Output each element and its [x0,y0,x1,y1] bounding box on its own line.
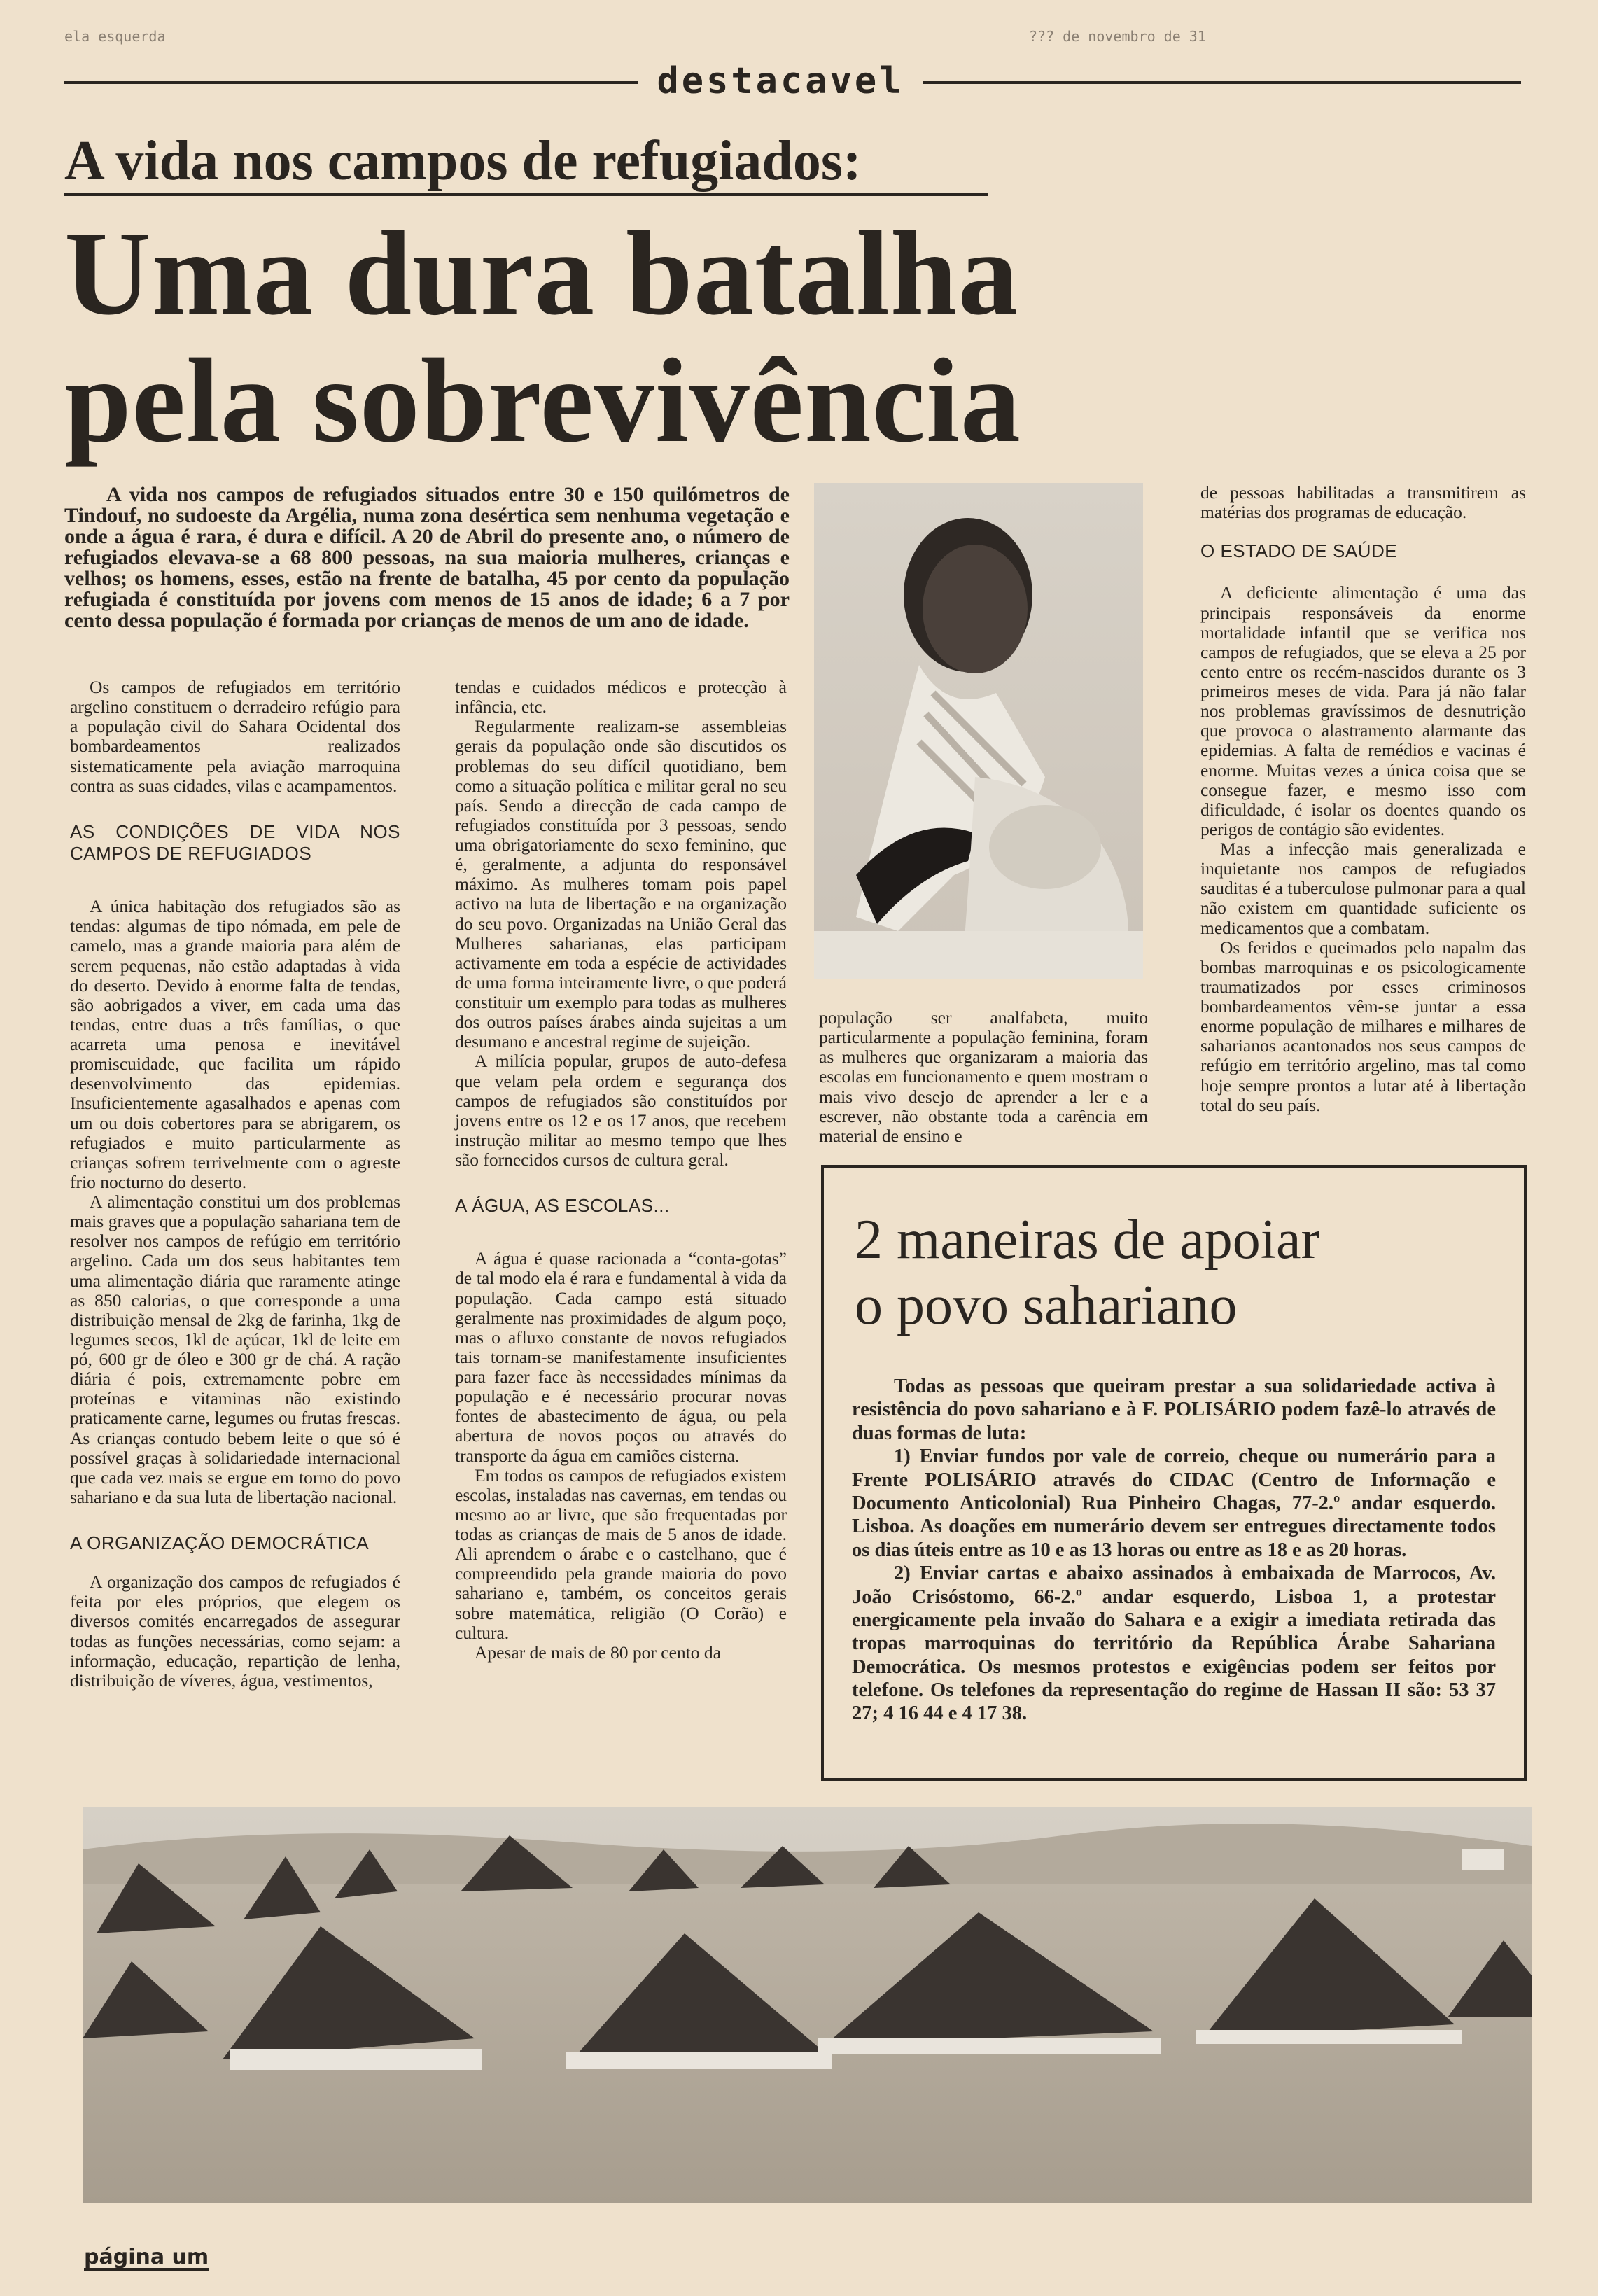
top-right-date: ??? de novembro de 31 [1029,28,1206,45]
lead-text: A vida nos campos de refugiados situados entre 30 e 150 quilómetros de Tindouf, no sudoeste da Argélia, numa zona desértica sem nenhuma vegetação e onde a água é rara, é dura e difícil. A 20 de Abril do presente ano, o número de refugiados elevava-se a 68 800 pessoas, na sua maioria mulheres, crianças e velhos; os homens, esses, estão na frente de batalha, 45 por cento da população refugiada é constituída por jovens com menos de 15 anos de idade; 6 a 7 por cento dessa população é formada por crianças de menos de um ano de idade. [64,483,790,632]
article-lead [64,484,790,631]
headline-line-2: pela sobrevivência [64,335,1021,468]
col3-paragraph-1: população ser analfabeta, muito particularmente a população feminina, foram as mulheres que organizaram a maioria das escolas em funcionamento e quem mostram o mais vivo desejo de aprender a ler e a escrever, não obstante toda a carência em material de ensino e [819,1007,1148,1146]
column-4 [1200,483,1526,1115]
col1-paragraph-4: A organização dos campos de refugiados é feita por eles próprios, que elegem os diversos comités encarregados de assegurar todas as funções necessárias, como sejam: a informação, educação, repartição de lenha, distribuição de víveres, água, vestimentos, [70,1572,400,1690]
col2-paragraph-5: Em todos os campos de refugiados existem escolas, instaladas nas cavernas, em tendas ou mesmo ao ar livre, que são frequentadas por todas as crianças de mais de 5 anos de idade. Ali aprendem o árabe e o castelhano, que é compreendido pela grande maioria do povo sahariano e, também, os conceitos gerais sobre matemática, religião (O Corão) e cultura. [455,1464,787,1643]
col1-paragraph-1: Os campos de refugiados em território argelino constituem o derradeiro refúgio para a população civil do Sahara Ocidental dos bombardeamentos realizados sistematicamente pela aviação marroquina contra as suas cidades, vilas e acampamentos. [70,677,400,796]
col2-heading-water: A ÁGUA, AS ESCOLAS... [455,1195,670,1217]
column-1 [70,678,400,1690]
article-kicker: A vida nos campos de refugiados: [64,133,988,196]
page-number: página um [84,2245,209,2269]
col4-paragraph-1: de pessoas habilitadas a transmitirem as matérias dos programas de educação. [1200,482,1526,523]
col1-paragraph-3: A alimentação constitui um dos problemas mais graves que a população sahariana tem de resolver nos campos de refúgio em território argelino. Cada um dos seus habitantes tem uma alimentação diária que raramente atinge as 850 calorias, o que corresponde a uma distribuição mensal de 2kg de farinha, 1kg de legumes secos, 1kl de açúcar, 1kl de leite em pó, 600 gr de óleo e 300 gr de chá. A ração diária é pois, extremamente pobre em proteínas e vitaminas não existindo praticamente carne, legumes ou frutas frescas. As crianças contudo bebem leite o que só é possível graças à solidariedade internacional que cada vez mais se ergue em torno do povo sahariano e da sua luta de libertação nacional. [70,1191,400,1507]
box-paragraph-1: Todas as pessoas que queiram prestar a sua solidariedade activa à resistência do povo sahariano e à F. POLISÁRIO podem fazê-lo através de duas formas de luta: [852,1376,1496,1444]
headline-line-1: Uma dura batalha [64,207,1019,340]
section-label: destacavel [657,60,904,102]
col1-paragraph-2: A única habitação dos refugiados são as tendas: algumas de tipo nómada, em pele de camelo, mas a grande maioria para além de serem pequenas, não estão adaptadas à vida do deserto. Devido à enorme falta de tendas, são aobrigados a viver, em cada uma das tendas, entre duas a três famílias, o que acarreta uma penosa e inevitável promiscuidade, que facilita um rápido desenvolvimento das epidemias. Insuficientemente agasalhados e apenas com um ou dois cobertores para se abrigarem, os refugiados e muito particularmente as crianças sofrem terrivelmente com o agreste frio nocturno do deserto. [70,896,400,1192]
top-left-text: ela esquerda [64,28,166,45]
col2-paragraph-3: A milícia popular, grupos de auto-defesa que velam pela ordem e segurança dos campos de refugiados são constituídos por jovens entre os 12 e os 17 anos, que recebem instrução militar ao mesmo tempo que lhes são fornecidos cursos de cultura geral. [455,1051,787,1170]
child-photo-illustration [814,483,1143,979]
col1-heading-organization: A ORGANIZAÇÃO DEMOCRÁTICA [70,1532,370,1553]
col4-heading-health: O ESTADO DE SAÚDE [1200,540,1398,562]
col2-paragraph-6: Apesar de mais de 80 por cento da [475,1642,721,1662]
header-rule-right [923,81,1521,84]
article-headline [64,207,1156,468]
col2-paragraph-4: A água é quase racionada a “conta-gotas” de tal modo ela é rara e fundamental à vida da população. Cada campo está situado geralmente nas proximidades de algum poço, mas o afluxo constante de novos refugiados tais tornam-se manifestamente insuficientes para fazer face às necessidades mínimas da população e é necessário procurar novas fontes de abastecimento de água, ou pela abertura de novos poços ou através do transporte da água em camiões cisterna. [455,1248,787,1466]
support-box [821,1165,1527,1781]
col4-paragraph-3: Mas a infecção mais generalizada e inquietante nos campos de refugiados sauditas é a tuberculose pulmonar para a qual não existem em quantidade suficiente os medicamentos que a combatam. [1200,839,1526,938]
col4-paragraph-4: Os feridos e queimados pelo napalm das bombas marroquinas e os psicologicamente traumatizados por esses criminosos bombardeamentos vêm-se juntar a essa enorme população de milhares e milhares de saharianos acantonados nos seus campos de refúgio em território argelino, mas tal como hoje sempre prontos a lutar até à libertação total do seu país. [1200,937,1526,1115]
box-title-line-2: o povo sahariano [855,1275,1238,1337]
col1-heading-conditions: AS CONDIÇÕES DE VIDA NOS CAMPOS DE REFUGIADOS [70,820,400,864]
refugee-camp-photo [83,1807,1532,2203]
box-paragraph-3: 2) Enviar cartas e abaixo assinados à embaixada de Marrocos, Av. João Crisóstomo, 66-2.º andar esquerdo, Lisboa 1, a protestar energicamente pela invaão do Sahara e a exigir a imediata retirada das tropas marroquinas do território da República Árabe Sahariana Democrática. Os mesmos protestos e exigências podem ser feitos por telefone. Os telefones da representação do regime de Hassan II são: 53 37 27; 4 16 44 e 4 17 38. [852,1562,1496,1725]
box-title-line-1: 2 maneiras de apoiar [855,1209,1320,1270]
column-2 [455,678,787,1662]
col2-paragraph-2: Regularmente realizam-se assembleias gerais da população onde são discutidos os problemas do seu difícil quotidiano, bem como a situação política e militar geral no seu país. Sendo a direcção de cada campo de refugiados constituída por 3 pessoas, sendo uma obrigatoriamente do sexo feminino, que é, geralmente, a adjunta do responsável máximo. As mulheres tomam pois papel activo na luta de libertação e na organização do seu povo. Organizadas na União Geral das Mulheres saharianas, elas participam activamente em toda a espécie de actividades de uma forma inteiramente livre, o que poderá constituir um exemplo para todas as mulheres dos outros países árabes ainda sujeitas a um desumano e ancestral regime de sujeição. [455,716,787,1052]
child-photo [814,483,1143,979]
support-box-title [855,1207,1499,1339]
header-rule-left [64,81,638,84]
support-box-body [852,1375,1496,1726]
col2-paragraph-1: tendas e cuidados médicos e protecção à infância, etc. [455,677,787,718]
box-paragraph-2: 1) Enviar fundos por vale de correio, cheque ou numerário para a Frente POLISÁRIO através do CIDAC (Centro de Informação e Documento Anticolonial) Rua Pinheiro Chagas, 77-2.º andar esquerdo. Lisboa. As doações em numerário devem ser entregues directamente todos os dias úteis entre as 10 e as 13 horas ou entre as 18 e as 20 horas. [852,1446,1496,1561]
camp-photo-illustration [83,1807,1532,2203]
col4-paragraph-2: A deficiente alimentação é uma das principais responsáveis da enorme mortalidade infantil que se verifica nos campos de refugiados, que se eleva a 25 por cento entre os recém-nascidos durante os 3 primeiros meses de vida. Para já não falar nos problemas gravíssimos de desnutrição que provoca o alastramento alarmante das epidemias. A falta de remédios e vacinas é enorme. Muitas vezes a única coisa que se consegue fazer, e mesmo isso com dificuldade, é isolar os doentes quando os perigos de contágio são evidentes. [1200,582,1526,839]
column-3 [819,1008,1148,1146]
